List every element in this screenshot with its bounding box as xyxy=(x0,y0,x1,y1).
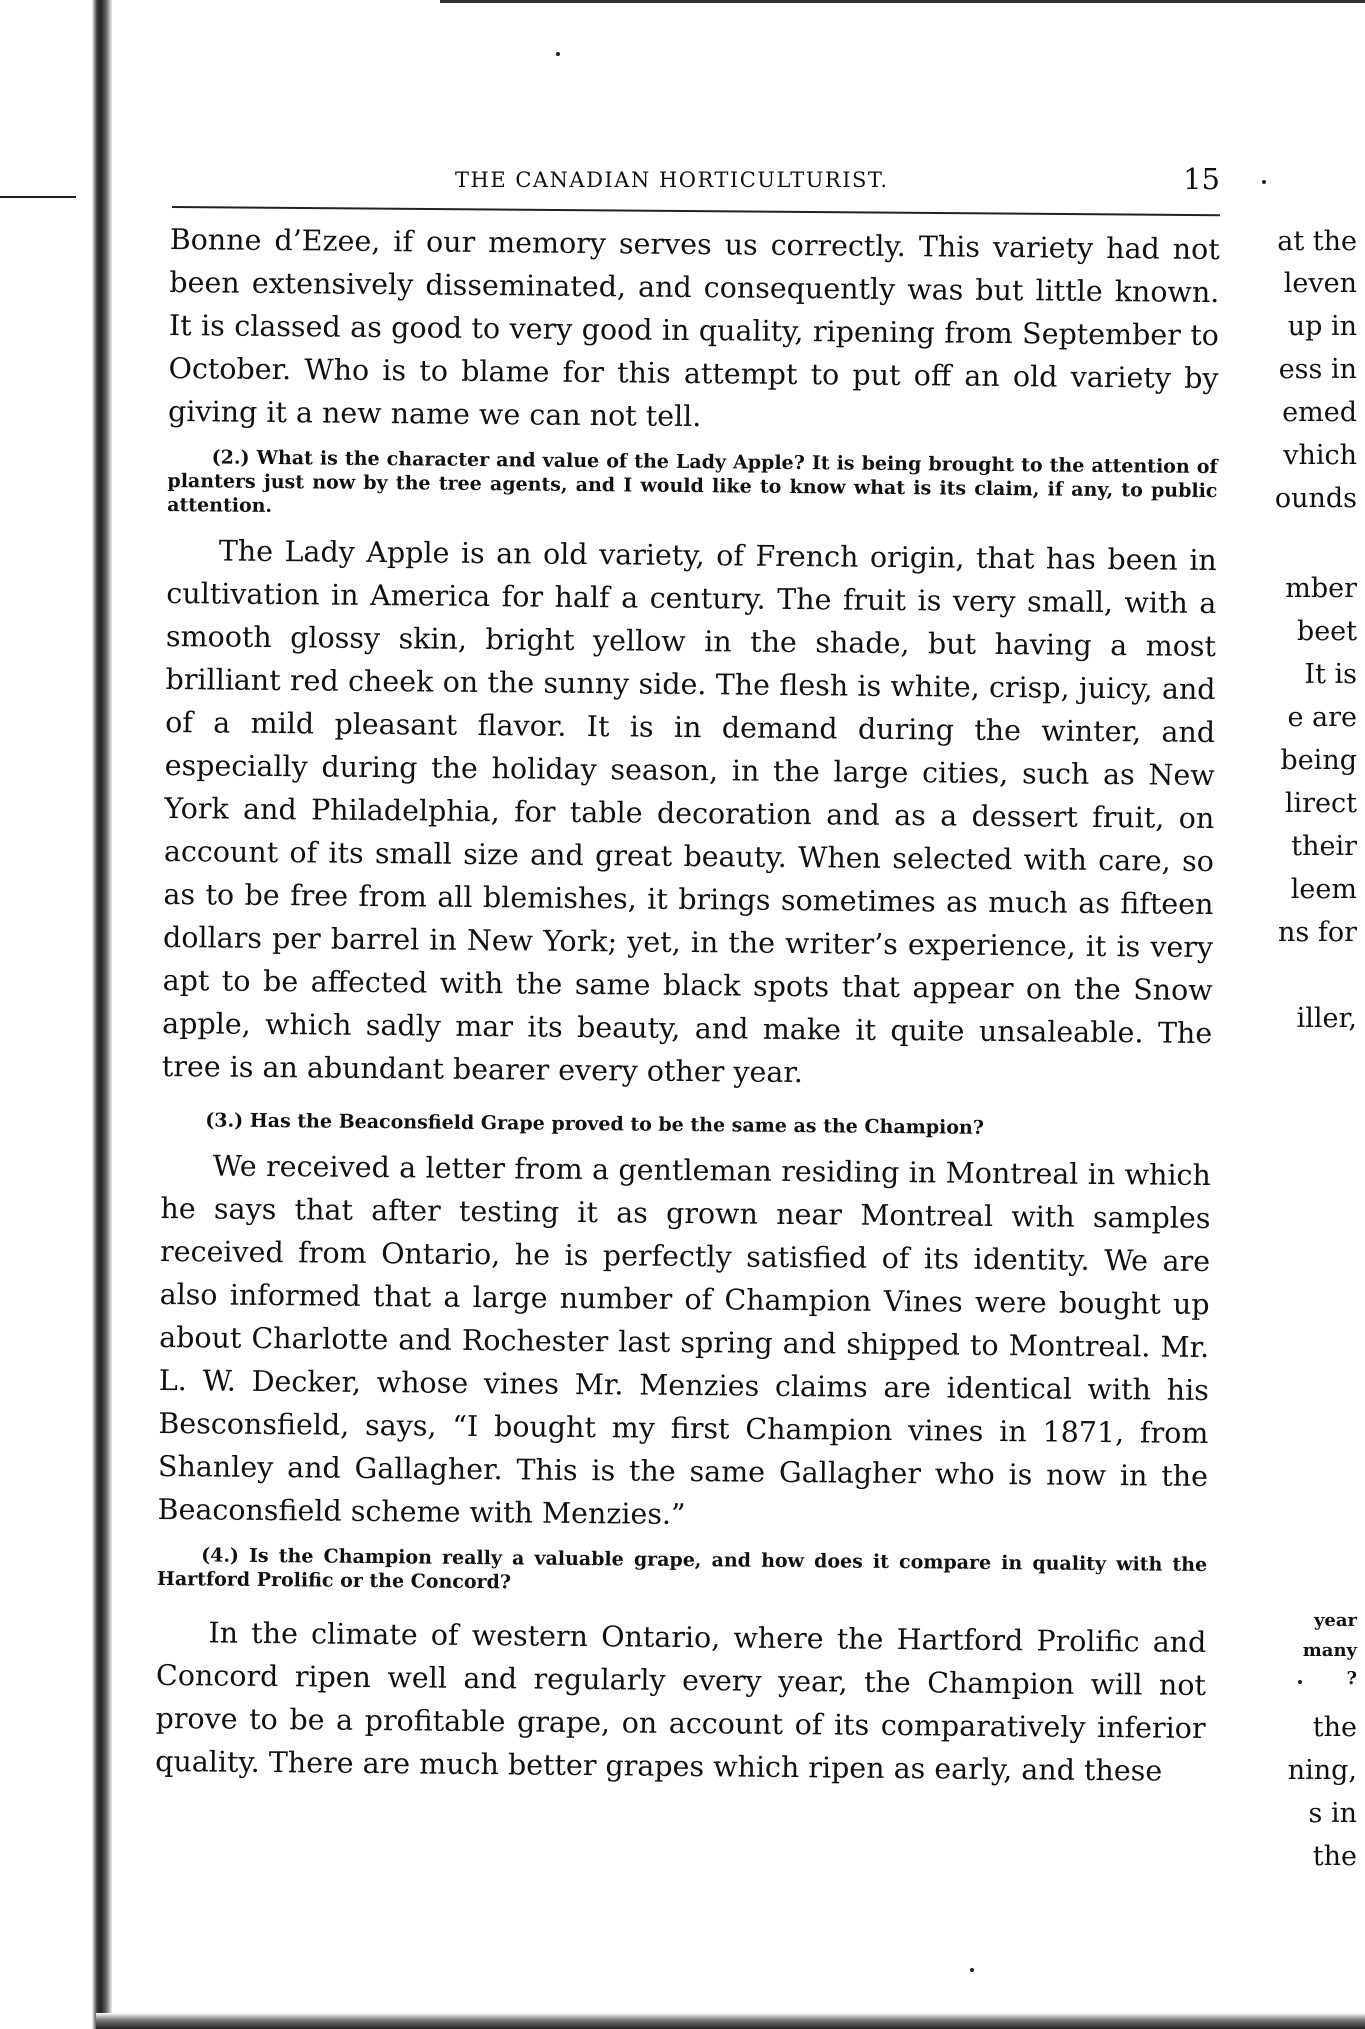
previous-page-line: their xyxy=(1291,831,1357,862)
page-bottom-edge xyxy=(96,2013,1365,2029)
previous-page-line: ounds xyxy=(1274,483,1357,514)
paragraph: The Lady Apple is an old variety, of French origin, that has been in cultivation in America for half a century. The fruit is very small, with a smooth glossy skin, bright yellow in the shade, but having a most brilliant red cheek on the sunny side. The flesh is white, crisp, juicy, and of a mild pleasant flavor. It is in demand during the winter, and especially during the holiday season, in the large cities, such as New York and Philadelphia, for table decoration and as a dessert fruit, on account of its small size and great beauty. When selected with care, so as to be free from all blemishes, it brings sometimes as much as fifteen dollars per barrel in New York; yet, in the writer’s experience, it is very apt to be affected with the same black spots that appear on the Snow apple, which sadly mar its beauty, and make it quite unsaleable. The tree is an abundant bearer every other year. xyxy=(161,534,1217,1090)
article-body xyxy=(155,218,1220,1793)
previous-page-line: mber xyxy=(1285,573,1357,604)
previous-page-line: ? xyxy=(1346,1668,1357,1689)
previous-page-line: the xyxy=(1312,1712,1357,1743)
previous-page-line: leven xyxy=(1283,268,1357,299)
previous-page-line: up in xyxy=(1287,311,1357,342)
previous-page-line: at the xyxy=(1277,226,1357,257)
paragraph: We received a letter from a gentleman residing in Montreal in which he says that after testing it as grown near Montreal with samples received from Ontario, he is perfectly satisfied of its identity. We are also informed that a large number of Champion Vines were bought up about Charlotte and Rochester last spring and shipped to Montreal. Mr. L. W. Decker, whose vines Mr. Menzies claims are identical with his Besconsfield, says, “I bought my first Champion vines in 1871, from Shanley and Gallagher. This is the same Gallagher who is now in the Beaconsfield scheme with Menzies.” xyxy=(157,1149,1212,1532)
running-head xyxy=(170,162,1220,202)
paragraph: In the climate of western Ontario, where the Hartford Prolific and Concord ripen well and regularly every year, the Champion will not prove to be a profitable grape, on account of its comparatively inferior quality. There are much better grapes which ripen as early, and these xyxy=(155,1616,1207,1788)
previous-page-rule xyxy=(0,196,76,198)
previous-page-line: being xyxy=(1280,745,1357,776)
page-number: 15 xyxy=(1183,162,1220,196)
previous-page-line: ess in xyxy=(1278,354,1357,385)
previous-page-line: vhich xyxy=(1283,440,1357,471)
previous-page-line: iller, xyxy=(1296,1003,1357,1034)
previous-page-line: year xyxy=(1313,1610,1357,1631)
previous-page-line: lirect xyxy=(1284,788,1357,819)
previous-page-line: the xyxy=(1312,1841,1357,1872)
previous-page-line: It is xyxy=(1304,659,1357,690)
previous-page-line: many xyxy=(1302,1640,1357,1661)
reader-question: (4.) Is the Champion really a valuable grape, and how does it compare in quality with the Hartford Prolific or the Concord? xyxy=(156,1544,1208,1594)
book-spine-shadow xyxy=(92,0,112,2029)
previous-page-line: s in xyxy=(1308,1798,1357,1829)
print-speck xyxy=(1298,1680,1302,1684)
previous-page-line: e are xyxy=(1287,702,1357,733)
previous-page-line: emed xyxy=(1282,397,1357,428)
paragraph: Bonne d’Ezee, if our memory serves us correctly. This variety had not been extensively disseminated, and consequently was but little known. It is classed as good to very good in quality, ripening from September to October. Who is to blame for this attempt to put off an old variety by giving it a new name we can not tell. xyxy=(167,222,1220,434)
previous-page-line: ning, xyxy=(1287,1755,1357,1786)
print-speck xyxy=(556,52,560,56)
print-speck xyxy=(970,1968,974,1972)
print-speck xyxy=(1262,180,1266,184)
reader-question: (3.) Has the Beaconsfield Grape proved to be the same as the Champion? xyxy=(205,1109,985,1139)
header-rule xyxy=(172,206,1220,216)
previous-page-line: leem xyxy=(1290,874,1357,905)
page-top-edge xyxy=(440,0,1365,3)
previous-page-line: ns for xyxy=(1278,917,1357,948)
previous-page-line: beet xyxy=(1296,616,1357,647)
running-title: THE CANADIAN HORTICULTURIST. xyxy=(455,168,889,192)
reader-question: (2.) What is the character and value of the Lady Apple? It is being brought to the attention of planters just now by the tree agents, and I would like to know what is its claim, if any, to public attention. xyxy=(167,446,1218,517)
